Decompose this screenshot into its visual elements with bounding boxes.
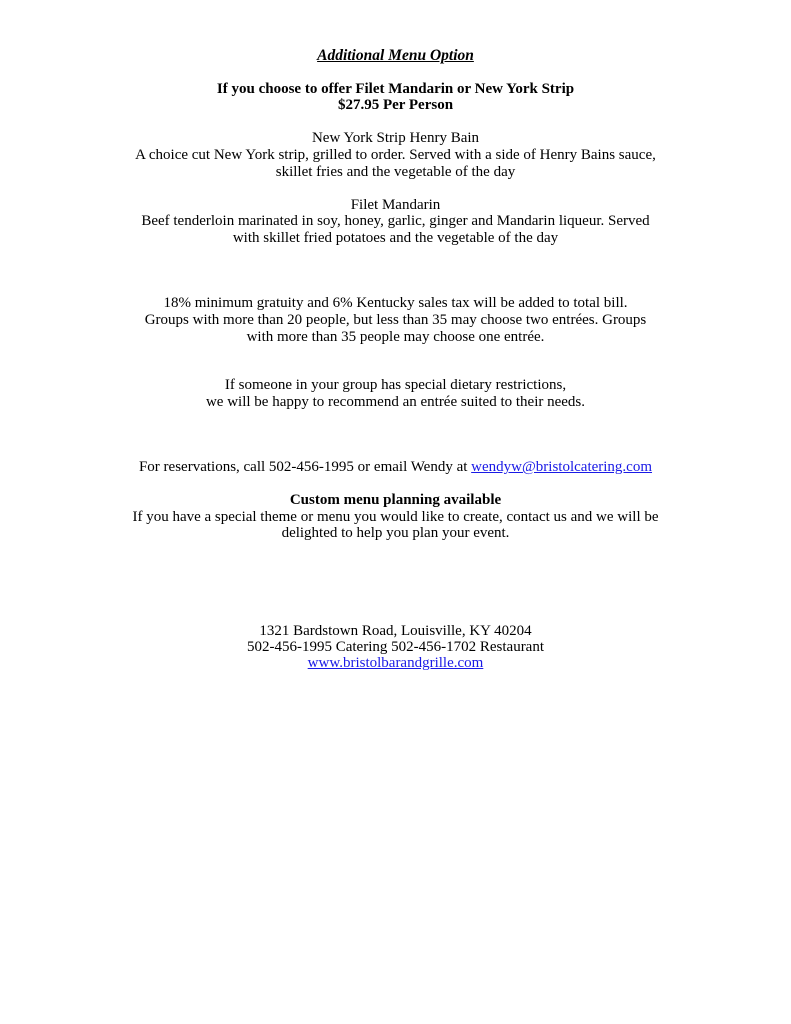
reservations-text: For reservations, call 502-456-1995 or email Wendy at [138,459,472,475]
custom-menu-line-1: If you have a special theme or menu you would like to create, contact us and we will be [132,509,659,525]
offer-heading: If you choose to offer Filet Mandarin or New York Strip [216,81,575,97]
footer-website-line [0,655,791,672]
strip-description-line-2: skillet fries and the vegetable of the day [275,164,516,180]
footer-address: 1321 Bardstown Road, Louisville, KY 40204 [259,623,532,639]
footer-phones: 502-456-1995 Catering 502-456-1702 Restaurant [246,639,545,655]
page-title: Additional Menu Option [317,47,474,64]
price-per-person: $27.95 Per Person [337,97,454,113]
gratuity-policy-line-3: with more than 35 people may choose one entrée. [246,329,545,345]
filet-description-line-1: Beef tenderloin marinated in soy, honey, garlic, ginger and Mandarin liqueur. Served [141,213,650,229]
website-link[interactable]: www.bristolbarandgrille.com [307,655,484,671]
dietary-note-line-2: we will be happy to recommend an entrée suited to their needs. [205,394,586,410]
strip-name: New York Strip Henry Bain [311,130,480,146]
gratuity-policy-line-2: Groups with more than 20 people, but less than 35 may choose two entrées. Groups [144,312,647,328]
email-link[interactable]: wendyw@bristolcatering.com [471,459,653,475]
reservations-line [0,459,791,476]
custom-menu-line-2: delighted to help you plan your event. [281,525,510,541]
filet-description-line-2: with skillet fried potatoes and the vegetable of the day [232,230,559,246]
custom-menu-heading: Custom menu planning available [289,492,502,508]
strip-description-line-1: A choice cut New York strip, grilled to order. Served with a side of Henry Bains sauce, [135,147,656,163]
gratuity-policy-line-1: 18% minimum gratuity and 6% Kentucky sales tax will be added to total bill. [163,295,628,311]
filet-name: Filet Mandarin [350,197,441,213]
dietary-note-line-1: If someone in your group has special dietary restrictions, [224,377,567,393]
